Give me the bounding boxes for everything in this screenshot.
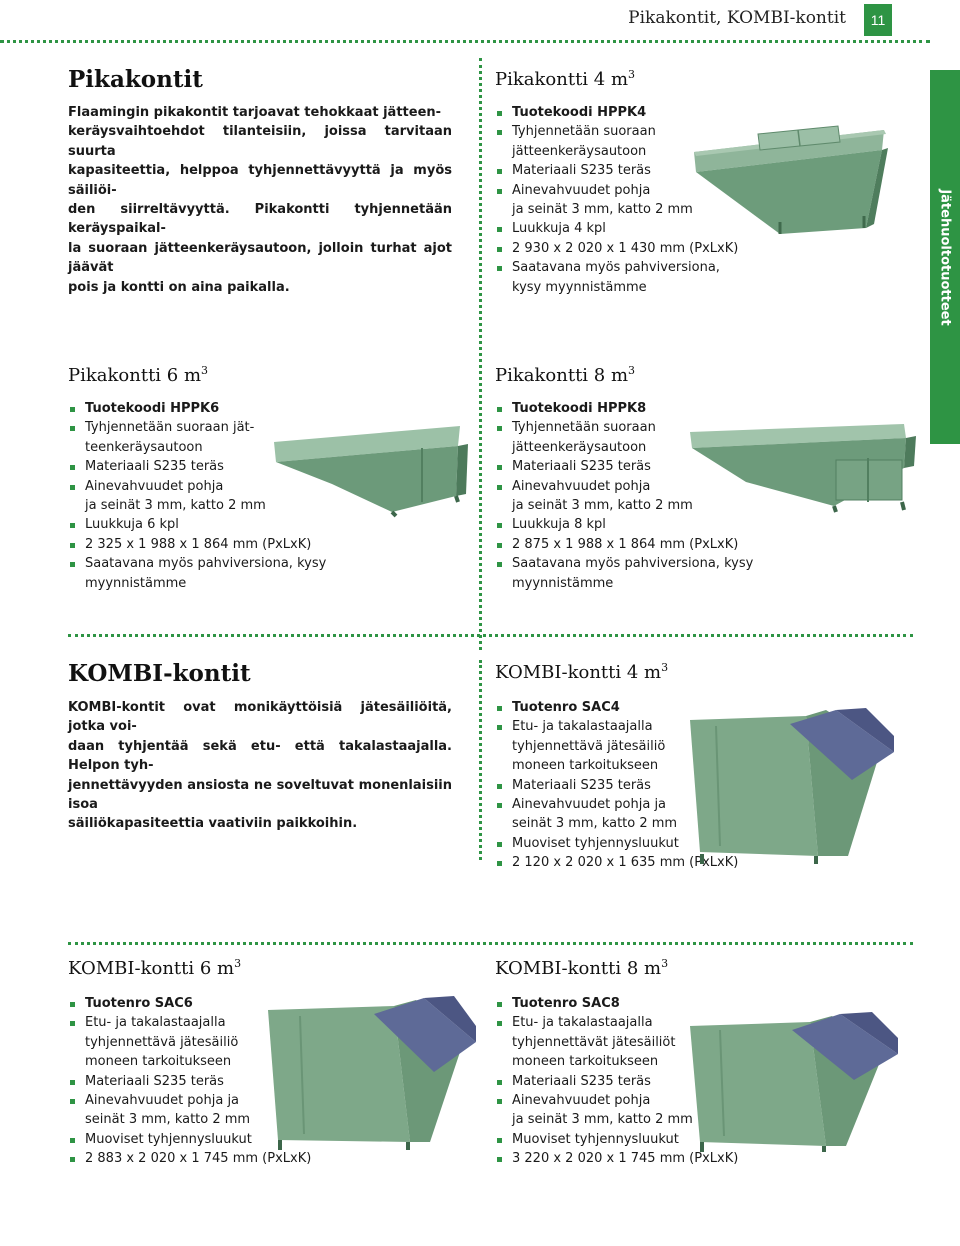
k8-spec-item: ja seinät 3 mm, katto 2 mm <box>512 1112 693 1128</box>
k4-spec-item: Ainevahvuudet pohja ja <box>495 795 738 814</box>
bullet-icon <box>497 266 502 271</box>
kombi-title: KOMBI-kontit <box>68 660 251 687</box>
section-side-tab <box>930 70 960 444</box>
p4-spec-item: Materiaali S235 teräs <box>495 161 738 180</box>
p8-spec-item: Ainevahvuudet pohja <box>495 477 753 496</box>
k8-spec-item: 3 220 x 2 020 x 1 745 mm (PxLxK) <box>495 1149 738 1168</box>
page-number-badge: 11 <box>864 4 892 36</box>
pikakontit-intro <box>68 103 452 297</box>
bullet-icon <box>497 426 502 431</box>
k4-spec-item: Tuotenro SAC4 <box>495 698 738 717</box>
p8-spec-item: Saatavana myös pahviversiona, kysy <box>495 554 753 573</box>
k6-spec-item: seinät 3 mm, katto 2 mm <box>85 1112 251 1128</box>
bullet-icon <box>497 725 502 730</box>
bullet-icon <box>497 1002 502 1007</box>
k4-spec-item: Materiaali S235 teräs <box>495 776 738 795</box>
kombi-8-image <box>686 1010 902 1154</box>
k6-spec-item: Muoviset tyhjennysluukut <box>68 1130 311 1149</box>
k6-spec-item: moneen tarkoitukseen <box>85 1054 232 1070</box>
k6-spec-item: Tuotenro SAC6 <box>68 994 311 1013</box>
pikakontit-intro-line: pois ja kontti on aina paikalla. <box>68 279 290 295</box>
pikakontti-4-image <box>688 124 920 236</box>
k6-spec-item: Ainevahvuudet pohja ja <box>68 1091 311 1110</box>
page-header-title: Pikakontit, KOMBI-kontit <box>628 8 846 28</box>
p6-spec-item: Ainevahvuudet pohja <box>68 477 326 496</box>
p4-spec-item: Ainevahvuudet pohja <box>495 181 738 200</box>
k8-spec-item: tyhjennettävät jätesäiliöt <box>512 1034 676 1050</box>
k8-spec-item: moneen tarkoitukseen <box>512 1054 659 1070</box>
p4-spec-item: 2 930 x 2 020 x 1 430 mm (PxLxK) <box>495 239 738 258</box>
p6-spec-item: Luukkuja 6 kpl <box>68 515 326 534</box>
bullet-icon <box>497 1138 502 1143</box>
p4-spec-item: kysy myynnistämme <box>512 279 647 295</box>
header-divider <box>0 40 930 43</box>
bullet-icon <box>497 562 502 567</box>
bullet-icon <box>70 1021 75 1026</box>
bullet-icon <box>497 111 502 116</box>
kombi-6-image <box>264 996 478 1152</box>
p6-spec-item: ja seinät 3 mm, katto 2 mm <box>85 498 266 514</box>
p6-spec-item: Materiaali S235 teräs <box>68 457 326 476</box>
k4-spec-item: Etu- ja takalastaajalla <box>495 717 738 736</box>
k8-spec-item: Ainevahvuudet pohja <box>495 1091 738 1110</box>
kombi-intro-line: KOMBI-kontit ovat monikäyttöisiä jätesäiliöitä, jotka voi- <box>68 700 452 735</box>
bullet-icon <box>70 1099 75 1104</box>
bullet-icon <box>497 1157 502 1162</box>
bullet-icon <box>70 523 75 528</box>
k4-spec-item: moneen tarkoitukseen <box>512 758 659 774</box>
bullet-icon <box>497 227 502 232</box>
section-divider-kombi <box>68 634 913 637</box>
kombi-6-title: KOMBI-kontti 6 $m^3$ <box>68 957 242 979</box>
k4-spec-item: 2 120 x 2 020 x 1 635 mm (PxLxK) <box>495 853 738 872</box>
bullet-icon <box>497 1021 502 1026</box>
pikakontit-intro-line: la suoraan jätteenkeräysautoon, jolloin turhat ajot jäävät <box>68 240 452 276</box>
p4-spec-item: ja seinät 3 mm, katto 2 mm <box>512 202 693 218</box>
bullet-icon <box>497 706 502 711</box>
p8-spec-item: Tyhjennetään suoraan <box>495 418 753 437</box>
bullet-icon <box>497 784 502 789</box>
pikakontti-6-title: Pikakontti 6 $m^3$ <box>68 364 209 386</box>
kombi-8-title: KOMBI-kontti 8 $m^3$ <box>495 957 669 979</box>
p6-spec-item: Tyhjennetään suoraan jät- <box>68 418 326 437</box>
p6-spec-item: teenkeräysautoon <box>85 439 203 455</box>
pikakontit-title: Pikakontit <box>68 66 203 93</box>
column-divider <box>479 58 482 650</box>
p8-spec-item: 2 875 x 1 988 x 1 864 mm (PxLxK) <box>495 535 753 554</box>
bullet-icon <box>497 189 502 194</box>
kombi-4-title: KOMBI-kontti 4 $m^3$ <box>495 661 669 683</box>
k8-spec-item: Muoviset tyhjennysluukut <box>495 1130 738 1149</box>
bullet-icon <box>70 1138 75 1143</box>
kombi-intro-line: säiliökapasiteettia vaativiin paikkoihin. <box>68 816 358 832</box>
p4-spec-item: Tuotekoodi HPPK4 <box>495 103 738 122</box>
bullet-icon <box>497 407 502 412</box>
pikakontti-4-title: Pikakontti 4 $m^3$ <box>495 68 636 90</box>
bullet-icon <box>70 465 75 470</box>
pikakontit-intro-line: den siirreltävyyttä. Pikakontti tyhjennetään keräyspaikal- <box>68 202 452 237</box>
k6-spec-item: 2 883 x 2 020 x 1 745 mm (PxLxK) <box>68 1149 311 1168</box>
bullet-icon <box>497 543 502 548</box>
bullet-icon <box>497 169 502 174</box>
k8-spec-item: Materiaali S235 teräs <box>495 1072 738 1091</box>
bullet-icon <box>497 861 502 866</box>
pikakontit-intro-line: Flaamingin pikakontit tarjoavat tehokkaat jätteen- <box>68 105 442 120</box>
bullet-icon <box>70 426 75 431</box>
pikakontti-6-image <box>272 424 472 518</box>
p8-spec-item: Tuotekoodi HPPK8 <box>495 399 753 418</box>
p4-spec-item: Saatavana myös pahviversiona, <box>495 258 738 277</box>
kombi-intro <box>68 698 452 834</box>
p6-spec-item: Saatavana myös pahviversiona, kysy <box>68 554 326 573</box>
p4-spec-item: Luukkuja 4 kpl <box>495 219 738 238</box>
k6-spec-item: Materiaali S235 teräs <box>68 1072 311 1091</box>
pikakontit-intro-line: keräysvaihtoehdot tilanteisiin, joissa tarvitaan suurta <box>68 124 452 159</box>
bullet-icon <box>497 523 502 528</box>
k4-spec-item: seinät 3 mm, katto 2 mm <box>512 816 678 832</box>
bullet-icon <box>497 803 502 808</box>
bullet-icon <box>497 485 502 490</box>
p8-spec-item: Luukkuja 8 kpl <box>495 515 753 534</box>
bullet-icon <box>497 1080 502 1085</box>
k4-spec-item: tyhjennettävä jätesäiliö <box>512 738 666 754</box>
p8-spec-item: ja seinät 3 mm, katto 2 mm <box>512 498 693 514</box>
p6-spec-item: Tuotekoodi HPPK6 <box>68 399 326 418</box>
bullet-icon <box>70 407 75 412</box>
bullet-icon <box>497 465 502 470</box>
bullet-icon <box>497 842 502 847</box>
bullet-icon <box>70 1080 75 1085</box>
bullet-icon <box>497 247 502 252</box>
p6-spec-item: myynnistämme <box>85 575 187 591</box>
pikakontti-8-image <box>686 422 920 514</box>
k6-spec-item: Etu- ja takalastaajalla <box>68 1013 311 1032</box>
kombi-intro-line: daan tyhjentää sekä etu- että takalastaajalla. Helpon tyh- <box>68 738 452 774</box>
bullet-icon <box>70 543 75 548</box>
bullet-icon <box>70 562 75 567</box>
side-tab-label: Jätehuoltotuotteet <box>937 188 953 326</box>
p8-spec-item: jätteenkeräysautoon <box>512 439 647 455</box>
k8-spec-item: Etu- ja takalastaajalla <box>495 1013 738 1032</box>
section-divider-kombi-lower <box>68 942 913 945</box>
bullet-icon <box>70 1002 75 1007</box>
p4-spec-item: jätteenkeräysautoon <box>512 143 647 159</box>
pikakontti-8-title: Pikakontti 8 $m^3$ <box>495 364 636 386</box>
bullet-icon <box>70 1157 75 1162</box>
p8-spec-item: Materiaali S235 teräs <box>495 457 753 476</box>
kombi-intro-line: jennettävyyden ansiosta ne soveltuvat monenlaisiin isoa <box>68 777 452 813</box>
bullet-icon <box>70 485 75 490</box>
k6-spec-item: tyhjennettävä jätesäiliö <box>85 1034 239 1050</box>
pikakontit-intro-line: kapasiteettia, helppoa tyhjennettävyyttä ja myös säiliöi- <box>68 163 452 198</box>
p4-spec-item: Tyhjennetään suoraan <box>495 122 738 141</box>
kombi-4-image <box>686 706 900 866</box>
bullet-icon <box>497 130 502 135</box>
k8-spec-item: Tuotenro SAC8 <box>495 994 738 1013</box>
p8-spec-item: myynnistämme <box>512 575 614 591</box>
bullet-icon <box>497 1099 502 1104</box>
p6-spec-item: 2 325 x 1 988 x 1 864 mm (PxLxK) <box>68 535 326 554</box>
column-divider-lower <box>479 660 482 860</box>
k4-spec-item: Muoviset tyhjennysluukut <box>495 834 738 853</box>
